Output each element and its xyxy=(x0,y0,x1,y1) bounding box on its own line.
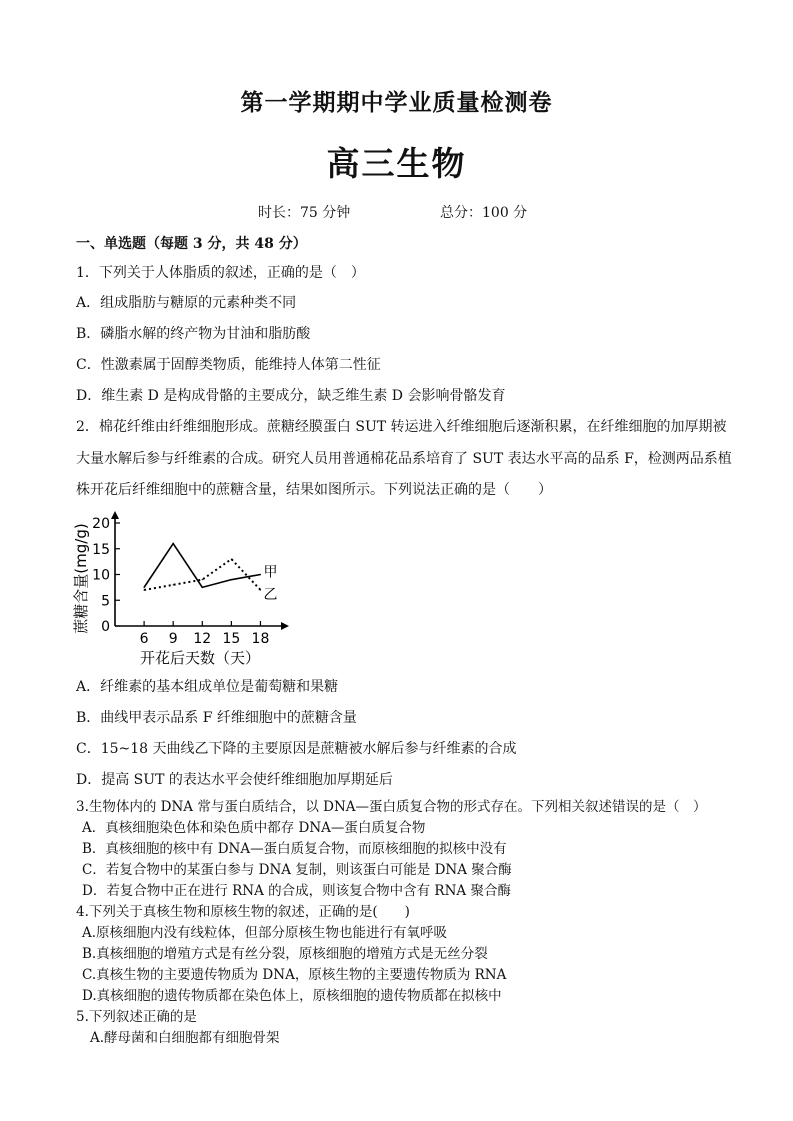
question-3-option-b: B．真核细胞的核中有 DNA—蛋白质复合物，而原核细胞的拟核中没有 xyxy=(82,841,507,857)
data-point xyxy=(231,558,232,559)
y-tick-label: 20 xyxy=(92,516,110,532)
question-2-stem-line-2: 大量水解后参与纤维素的合成。研究人员用普通棉花品系培育了 SUT 表达水平高的品系 F，检测两品系植 xyxy=(76,451,732,467)
question-4-option-a: A.原核细胞内没有线粒体，但部分原核生物也能进行有氧呼吸 xyxy=(82,925,448,941)
question-4-stem: 4.下列关于真核生物和原核生物的叙述，正确的是( ) xyxy=(76,904,410,920)
exam-total-score: 总分：100 分 xyxy=(440,205,528,221)
question-2-stem-line-1: 2．棉花纤维由纤维细胞形成。蔗糖经膜蛋白 SUT 转运进入纤维细胞后逐渐积累，在纤维细胞的加厚期被 xyxy=(76,419,727,435)
data-point xyxy=(260,574,261,575)
y-axis-label: 蔗糖含量(mg/g) xyxy=(72,523,90,634)
x-tick-label: 6 xyxy=(139,631,149,647)
data-point xyxy=(143,587,144,588)
y-axis-arrow xyxy=(111,511,119,519)
section-heading: 一、单选题（每题 3 分，共 48 分） xyxy=(76,236,307,252)
series-line-1 xyxy=(144,544,260,588)
data-point xyxy=(231,579,232,580)
x-tick-label: 18 xyxy=(251,631,270,647)
question-4-option-c: C.真核生物的主要遗传物质为 DNA，原核生物的主要遗传物质为 RNA xyxy=(82,967,507,983)
series-label: 乙 xyxy=(263,586,278,603)
question-2-stem-line-3: 株开花后纤维细胞中的蔗糖含量，结果如图所示。下列说法正确的是（ ） xyxy=(76,482,552,498)
question-2-option-a: A．纤维素的基本组成单位是葡萄糖和果糖 xyxy=(76,679,339,695)
data-point xyxy=(202,587,203,588)
series-label: 甲 xyxy=(263,564,278,581)
x-tick-label: 12 xyxy=(193,631,212,647)
y-tick-label: 5 xyxy=(101,593,110,610)
data-point xyxy=(143,589,144,590)
question-1-option-a: A．组成脂肪与糖原的元素种类不同 xyxy=(76,295,297,311)
y-tick-label: 15 xyxy=(92,541,110,558)
data-point xyxy=(173,543,174,544)
exam-duration: 时长：75 分钟 xyxy=(258,205,351,221)
question-1-option-c: C．性激素属于固醇类物质，能维持人体第二性征 xyxy=(76,357,381,373)
data-point xyxy=(260,589,261,590)
x-axis-arrow xyxy=(281,622,289,630)
y-tick-label: 10 xyxy=(92,567,110,584)
x-tick-label: 15 xyxy=(222,631,241,647)
question-2-option-c: C．15~18 天曲线乙下降的主要原因是蔗糖被水解后参与纤维素的合成 xyxy=(76,741,517,757)
sucrose-content-chart xyxy=(70,505,290,670)
data-point xyxy=(173,584,174,585)
question-3-option-d: D．若复合物中正在进行 RNA 的合成，则该复合物中含有 RNA 聚合酶 xyxy=(82,883,511,899)
question-4-option-d: D.真核细胞的遗传物质都在染色体上，原核细胞的遗传物质都在拟核中 xyxy=(82,988,502,1004)
exam-title: 第一学期期中学业质量检测卷 xyxy=(240,89,553,116)
question-2-option-b: B．曲线甲表示品系 F 纤维细胞中的蔗糖含量 xyxy=(76,710,357,726)
question-3-option-a: A．真核细胞染色体和染色质中都存 DNA—蛋白质复合物 xyxy=(82,820,426,836)
question-2-option-d: D．提高 SUT 的表达水平会使纤维细胞加厚期延后 xyxy=(76,772,393,788)
y-tick-label: 0 xyxy=(101,619,110,635)
x-axis-label: 开花后天数（天） xyxy=(139,649,261,667)
series-line-2 xyxy=(144,559,260,590)
data-point xyxy=(202,579,203,580)
question-3-stem: 3.生物体内的 DNA 常与蛋白质结合，以 DNA—蛋白质复合物的形式存在。下列相关叙述错误的是（ ） xyxy=(76,799,707,815)
question-4-option-b: B.真核细胞的增殖方式是有丝分裂，原核细胞的增殖方式是无丝分裂 xyxy=(82,946,488,962)
question-5-option-a: A.酵母菌和白细胞都有细胞骨架 xyxy=(90,1030,280,1046)
question-1-option-d: D．维生素 D 是构成骨骼的主要成分，缺乏维生素 D 会影响骨骼发育 xyxy=(76,388,506,404)
question-3-option-c: C．若复合物中的某蛋白参与 DNA 复制，则该蛋白可能是 DNA 聚合酶 xyxy=(82,862,512,878)
question-5-stem: 5.下列叙述正确的是 xyxy=(76,1009,197,1025)
x-tick-label: 9 xyxy=(168,631,178,647)
question-1-stem: 1．下列关于人体脂质的叙述，正确的是（ ） xyxy=(76,265,365,281)
subject-title: 高三生物 xyxy=(326,144,467,183)
question-1-option-b: B．磷脂水解的终产物为甘油和脂肪酸 xyxy=(76,326,311,342)
